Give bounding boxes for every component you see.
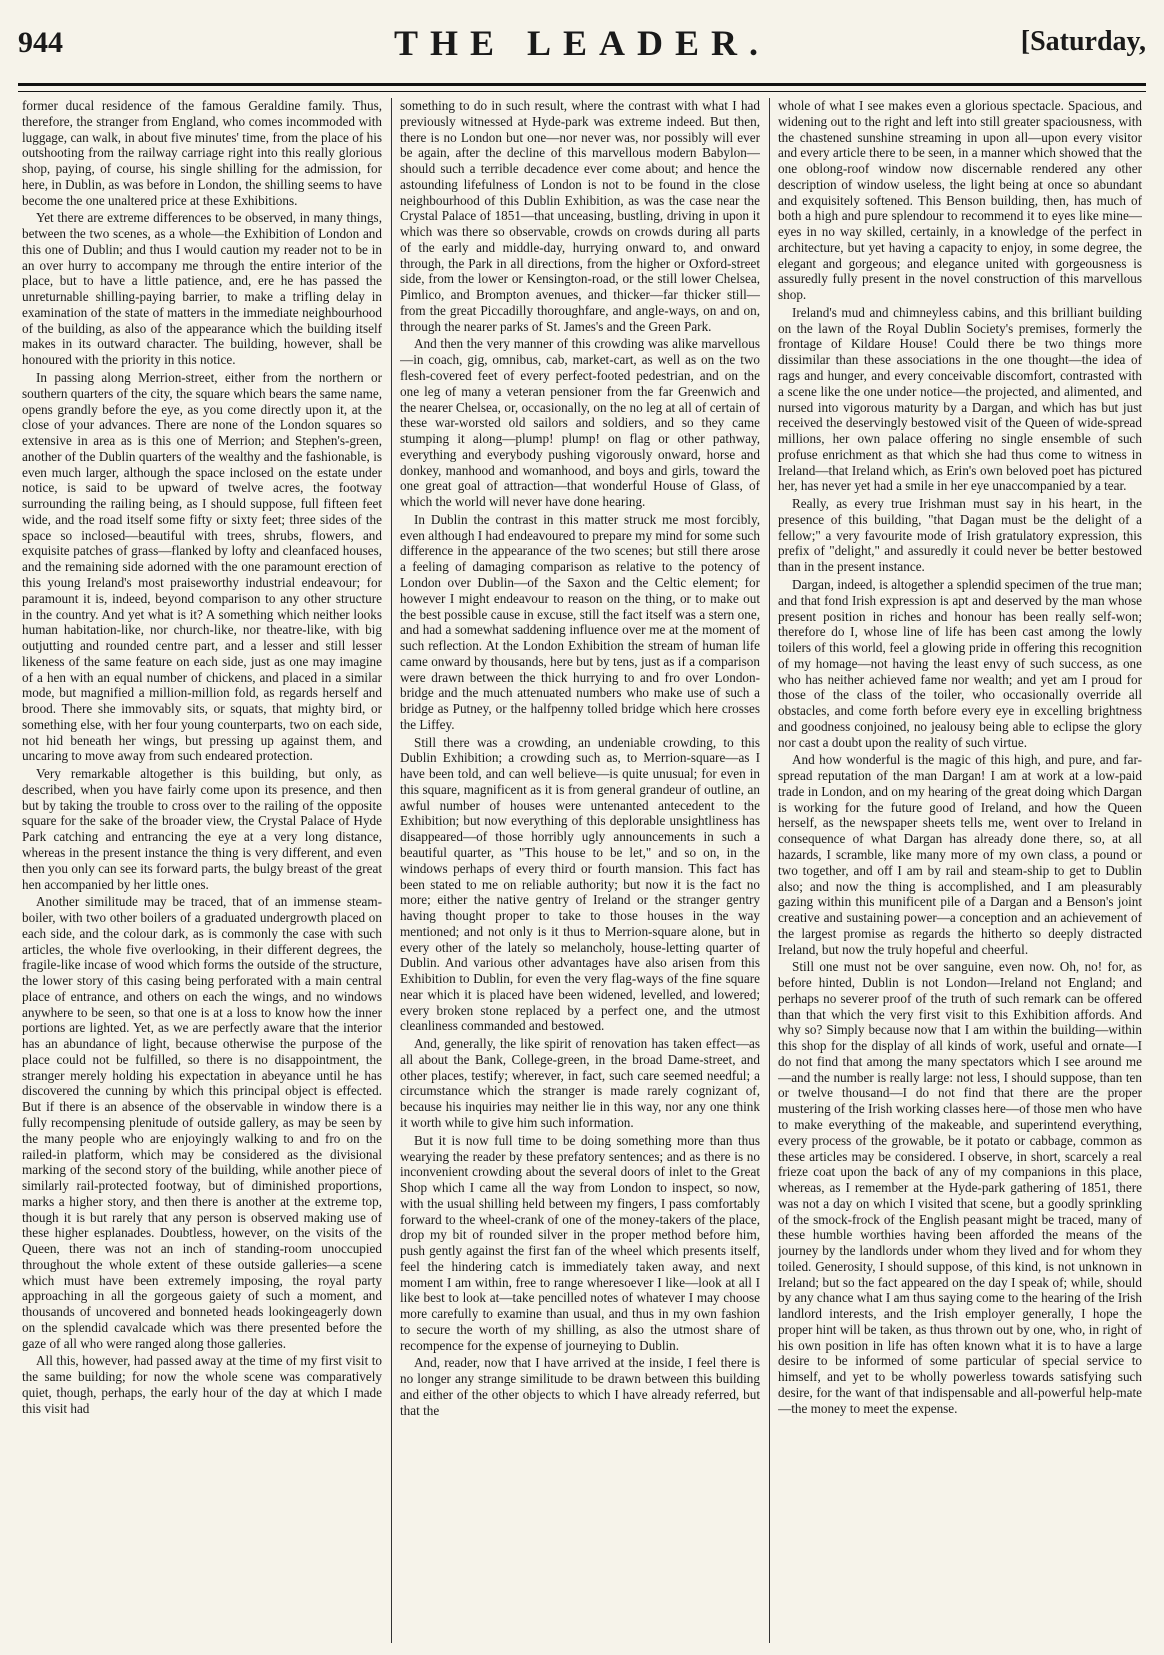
paragraph: Very remarkable altogether is this building, but only, as described, when you have fairly come upon its presence, and then but by taking the trouble to cross over to the railing of the opposite square for the sake of the broader view, the Crystal Palace of Hyde Park catching and entrancing the eye at a very long distance, whereas in the present instance the thing is very different, and even then you only can see its forward parts, the bulgy breast of the great hen accompanied by her little ones. xyxy=(22,766,382,892)
column-divider xyxy=(769,98,770,1643)
paragraph: And, generally, the like spirit of renovation has taken effect—as all about the Bank, College-green, in the broad Dame-street, and other places, testify; wherever, in fact, such care seemed needful; a circumstance which the stranger is made rarely cognizant of, because his inquiries may neither lie in this way, nor any one think it worth while to give him such information. xyxy=(400,1036,760,1130)
paragraph: Really, as every true Irishman must say in his heart, in the presence of this building, "that Dagan must be the delight of a fellow;" a very favourite mode of Irish gratulatory expression, this prefix of "delight," and assuredly it could never be better bestowed than in the present instance. xyxy=(778,496,1142,575)
paragraph: All this, however, had passed away at the time of my first visit to the same building; for now the whole scene was comparatively quiet, though, perhaps, the early hour of the day at which I made this visit had xyxy=(22,1353,382,1416)
paragraph: In passing along Merrion-street, either from the northern or southern quarters of the city, the square which bears the same name, opens grandly before the eye, as you come directly upon it, at the close of your advances. There are none of the London squares so extensive in area as is this one of Merrion; and Stephen's-green, another of the Dublin quarters of the wealthy and the fashionable, is even much larger, although the space inclosed on the estate under notice, is said to be upward of twelve acres, the footway surrounding the railing being, as I should suppose, full fifteen feet wide, and the road itself some fifty or sixty feet; three sides of the space so inclosed—beautiful with trees, shrubs, flowers, and exquisite patches of grass—flanked by lofty and cleanfaced houses, and the remaining side adorned with the one paramount erection of this young Ireland's most praiseworthy industrial endeavour; for paramount it is, indeed, beyond comparison to any other structure in the country. And yet what is it? A something which neither looks human habitation-like, nor church-like, nor theatre-like, with big outjutting and rounded centre part, and a lesser and still lesser likeness of the same feature on each side, just as one may imagine of a hen with an equal number of chickens, and placed in a similar mode, but magnified a million-million fold, as regards herself and brood. There she immovably sits, or squats, that mighty bird, or something else, with her four young counterparts, two on each side, not hid beneath her wings, but pressing up against them, and uncaring to move away from such endeared protection. xyxy=(22,370,382,764)
paragraph: something to do in such result, where the contrast with what I had previously witnessed at Hyde-park was extreme indeed. But then, there is no London but one—nor never was, nor possibly will ever be again, after the decline of this marvellous modern Babylon—should such a terrible decadence ever come about; and hence the astounding lifefulness of London is not to be found in the close neighbourhood of this Dublin Exhibition, as was the case near the Crystal Palace of 1851—that unceasing, bustling, driving in upon it which was there so observable, crowds on crowds during all parts of the early and middle-day, hurrying onward to, and onward through, the Park in all directions, from the higher or Oxford-street side, from the lower or Kensington-road, or the still lower Chelsea, Pimlico, and Brompton avenues, and thicker—far thicker still—from the great Piccadilly thoroughfare, and angle-ways, on and on, through the nearer parks of St. James's and the Green Park. xyxy=(400,98,760,334)
column-3 xyxy=(778,98,1142,1643)
running-head-day: [Saturday, xyxy=(1020,26,1146,57)
paragraph: Ireland's mud and chimneyless cabins, and this brilliant building on the lawn of the Royal Dublin Society's premises, formerly the frontage of Kildare House! Could there be two things more dissimilar than these associations in the one thought—the idea of rags and hunger, and every conceivable discomfort, contrasted with a scene like the one under notice—the projected, and alimented, and nursed into vigorous maturity by a Dargan, and which has but just received the deservingly bestowed visit of the Queen of wide-spread millions, her own palace offering no single ensemble of such profuse enrichment as that which she had thus come to witness in Ireland—that Ireland which, as Erin's own beloved poet has pictured her, has never yet had a smile in her eye unaccompanied by a tear. xyxy=(778,304,1142,494)
paragraph: Still there was a crowding, an undeniable crowding, to this Dublin Exhibition; a crowding such as, to Merrion-square—as I have been told, and can well believe—is quite unusual; for even in this square, magnificent as it is from general grandeur of outline, an awful number of houses were untenanted antecedent to the Exhibition; but now everything of this deplorable unsightliness has disappeared—of those horribly ugly announcements in such a beautiful quarter, as "This house to be let," and so on, in the windows perhaps of every third or fourth mansion. This fact has been stated to me on reliable authority; but now it is the fact no more; either the native gentry of Ireland or the stranger gentry having thought proper to take to those houses in the way mentioned; and not only is it thus to Merrion-square alone, but in every other of the lately so melancholy, house-letting quarter of Dublin. And various other advantages have also arisen from this Exhibition to Dublin, for even the very flag-ways of the fine square near which it is placed have been widened, levelled, and lowered; every broken stone replaced by a perfect one, and the utmost cleanliness commanded and bestowed. xyxy=(400,734,760,1034)
header-rule-thick xyxy=(18,83,1146,86)
header-rule-thin xyxy=(18,91,1146,92)
paragraph: whole of what I see makes even a glorious spectacle. Spacious, and widening out to the right and left into still greater spaciousness, with the chastened sunshine streaming in upon all—upon every visitor and every article there to be seen, in a manner which showed that the one oblong-roof window now discernable rendered any other description of window useless, the light being at once so abundant and exquisitely softened. This Benson building, then, has much of both a high and pure splendour to recommend it to eyes like mine—eyes in no way skilled, certainly, in a knowledge of the perfect in architecture, but yet having a capacity to enjoy, in some degree, the elegant and gorgeous; and elegance united with gorgeousness is assuredly fully present in the novel construction of this marvellous shop. xyxy=(778,98,1142,303)
column-divider xyxy=(391,98,392,1643)
paragraph: Another similitude may be traced, that of an immense steam-boiler, with two other boilers of a graduated undergrowth placed on each side, and the colour dark, as is commonly the case with such articles, the whole five overlooking, in their different degrees, the fragile-like incase of wood which forms the outside of the structure, the lower story of this casing being perforated with a main central place of entrance, and others on each the wings, and no windows anywhere to be seen, so that one is at a loss to know how the inner portions are lighted. Yet, as we are perfectly aware that the interior has an abundance of light, because otherwise the purpose of the place could not be fulfilled, so there is no disappointment, the stranger merely holding his expectation in abeyance until he has discovered the cunning by which this principal object is effected. But if there is an absence of the observable in window there is a fully recompensing plenitude of outside gallery, as may be seen by the many people who are enjoyingly walking to and fro on the railed-in platform, which may be considered as the divisional marking of the second story of the building, while another piece of similarly rail-protected footway, but of diminished proportions, marks a higher story, and then there is another at the extreme top, though it is but rarely that any person is observed making use of these higher esplanades. Doubtless, however, on the visits of the Queen, there was not an inch of standing-room unoccupied throughout the whole extent of these outside galleries—a scene which must have been extremely imposing, the royal party approaching in all the gorgeous gaiety of such a moment, and thousands of uncovered and bonneted heads lookingeagerly down on the splendid cavalcade which was there presented before the gaze of all who were ranged along those galleries. xyxy=(22,894,382,1351)
masthead-title: THE LEADER. xyxy=(393,23,771,63)
page-number: 944 xyxy=(18,26,63,59)
paragraph: former ducal residence of the famous Geraldine family. Thus, therefore, the stranger from England, who comes incommoded with luggage, can walk, in about five minutes' time, from the place of his outshooting from the railway carriage right into this really glorious shop, paying, of course, his single shilling for the admission, for here, in Dublin, as was before in London, the shilling seems to have become the one unaltered price at these Exhibitions. xyxy=(22,98,382,208)
paragraph: And, reader, now that I have arrived at the inside, I feel there is no longer any strange similitude to be drawn between this building and either of the other objects to which I have already referred, but that the xyxy=(400,1355,760,1418)
page-header xyxy=(18,16,1146,72)
column-2 xyxy=(400,98,760,1643)
paragraph: But it is now full time to be doing something more than thus wearying the reader by these prefatory sentences; and as there is no inconvenient crowding about the several doors of inlet to the Great Shop which I came all the way from London to inspect, so now, with the usual shilling held between my fingers, I pass comfortably forward to the wheel-crank of one of the money-takers of the place, drop my bit of rounded silver in the proper method before him, push gently against the first fan of the wheel which presents itself, feel the hindering catch is immediately taken away, and next moment I am within, free to range wheresoever I like—look at all I like best to look at—take pencilled notes of whatever I may choose more carefully to examine than usual, and thus in my own fashion to secure the worth of my shilling, as also the utmost share of recompence for the expense of journeying to Dublin. xyxy=(400,1132,760,1353)
paragraph: Still one must not be over sanguine, even now. Oh, no! for, as before hinted, Dublin is not London—Ireland not England; and perhaps no severer proof of the truth of such remark can be offered than that which the very first visit to this Exhibition affords. And why so? Simply because now that I am within the building—within this shop for the display of all kinds of work, useful and ornate—I do not find that among the many spectators which I see around me—and the number is really large: not less, I should suppose, than ten or twelve thousand—I do not find that there are the proper mustering of the Irish working classes here—of those men who have to make everything of the makeable, and superintend everything, every process of the growable, be it potato or cabbage, common as these articles may be considered. I observe, in short, scarcely a real frieze coat upon the back of any of my companions in this place, whereas, as I remember at the Hyde-park gathering of 1851, there was not a day on which I visited that scene, but a goodly sprinkling of the smock-frock of the English peasant might be traced, many of these humble worthies having been afforded the means of the journey by the landlords under whom they lived and for whom they toiled. Generosity, I should suppose, of this kind, is not unknown in Ireland; but so the fact appeared on the day I speak of; while, should by any chance what I am thus saying come to the hearing of the Irish landlord interests, and the Irish employer generally, I hope the proper hint will be taken, as thus thrown out by one, who, in right of his own position in life has often known what it is to have a large desire to be informed of some particular of special service to himself, and yet to be wholly powerless towards satisfying such desire, for the want of that indispensable and all-powerful help-mate—the money to meet the expense. xyxy=(778,959,1142,1416)
paragraph: And how wonderful is the magic of this high, and pure, and far-spread reputation of the man Dargan! I am at work at a low-paid trade in London, and on my hearing of the great doing which Dargan is working for the future good of Ireland, and how the Queen herself, as the newspaper sheets tells me, went over to Ireland in consequence of what Dargan has already done there, so, at all hazards, I scramble, like many more of my own class, a pound or two together, and off I am by rail and steam-ship to get to Dublin also; and now the thing is accomplished, and I am pleasurably gazing within this munificent pile of a Dargan and a Benson's joint creative and sustaining power—a conception and an achievement of the largest promise as regards the hitherto so deeply distracted Ireland, but now the truly hopeful and cheerful. xyxy=(778,752,1142,957)
paragraph: Dargan, indeed, is altogether a splendid specimen of the true man; and that fond Irish expression is apt and deserved by the man whose present position in riches and honour has been really self-won; therefore do I, whose line of life has been cast among the lowly toilers of this world, feel a glowing pride in offering this recognition of my homage—not having the least envy of such success, as one who has neither achieved fame nor wealth; and yet am I proud for those of the class of the toiler, who occasionally override all obstacles, and come forth before every eye in excelling brightness and goodness conjoined, no jealousy being able to eclipse the glory nor cast a doubt upon the reality of such virtue. xyxy=(778,576,1142,750)
paragraph: Yet there are extreme differences to be observed, in many things, between the two scenes, as a whole—the Exhibition of London and this one of Dublin; and thus I would caution my reader not to be in an over hurry to accompany me through the entire interior of the place, but to have a little patience, and, ere he has passed the unreturnable shilling-paying barrier, to make a trifling delay in examination of the state of matters in the immediate neighbourhood of the building, as also of the appearance which the building itself makes in its outward character. The building, however, shall be honoured with the priority in this notice. xyxy=(22,210,382,368)
paragraph: In Dublin the contrast in this matter struck me most forcibly, even although I had endeavoured to prepare my mind for some such difference in the appearance of the two scenes; but still there arose a feeling of damaging comparison as relative to the potency of London over Dublin—of the Saxon and the Celtic element; for however I might endeavour to reason on the thing, or to make out the best possible cause in excuse, still the fact itself was a stern one, and had a somewhat saddening influence over me at the moment of such reflection. At the London Exhibition the stream of human life came onward by thousands, here but by tens, just as if a comparison were drawn between the thick hurrying to and fro over London-bridge and the much attenuated numbers who make use of such a bridge as Putney, or the halfpenny tolled bridge which here crosses the Liffey. xyxy=(400,511,760,732)
paragraph: And then the very manner of this crowding was alike marvellous—in coach, gig, omnibus, cab, market-cart, as well as on the two flesh-covered feet of every perfect-footed pedestrian, and on the one leg of many a veteran pensioner from the far Greenwich and the nearer Chelsea, or, occasionally, on the no leg at all of certain of these war-worsted old sailors and soldiers, and so they came stumping it along—plump! plump! on flag or other pathway, everything and everybody pushing vigorously onward, horse and donkey, manhood and womanhood, and boys and girls, toward the one great goal of attraction—that wonderful House of Glass, of which the world will never have done hearing. xyxy=(400,336,760,510)
column-1 xyxy=(22,98,382,1643)
